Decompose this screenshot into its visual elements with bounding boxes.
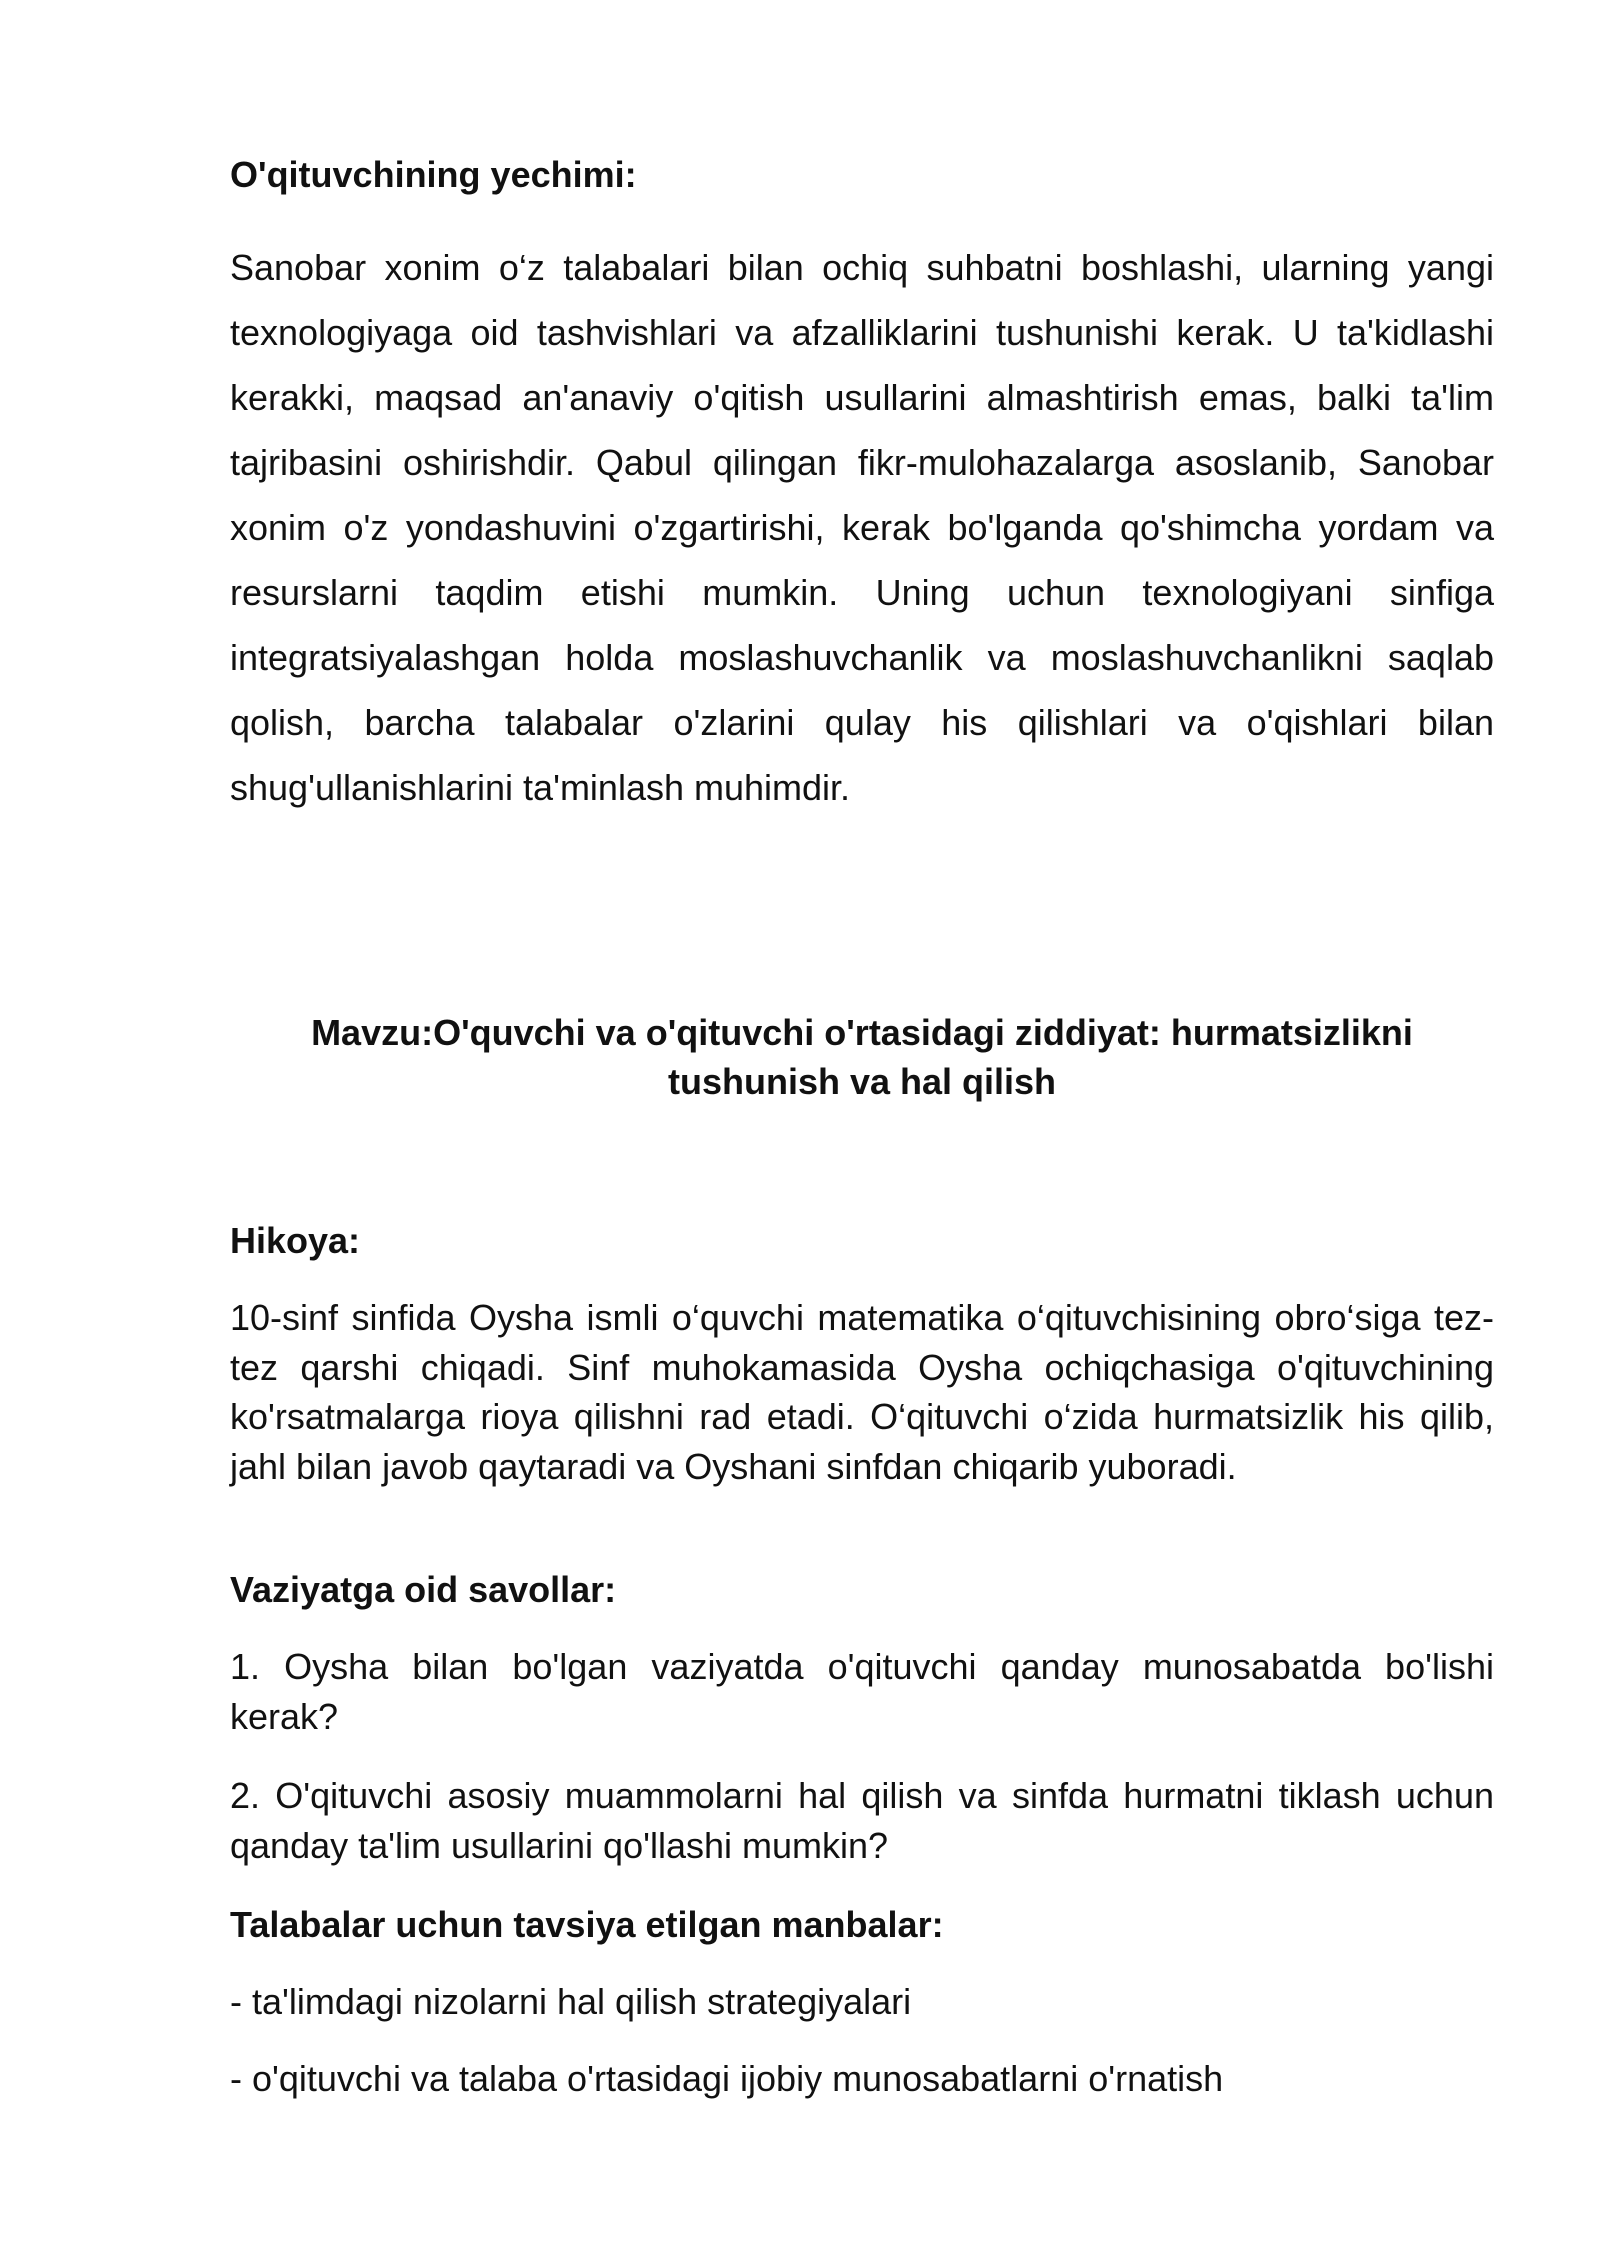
story-heading: Hikoya: bbox=[230, 1220, 361, 1261]
topic-title: Mavzu:O'quvchi va o'qituvchi o'rtasidagi ziddiyat: hurmatsizlikni tushunish va hal qilish bbox=[311, 1012, 1413, 1102]
solution-heading: O'qituvchining yechimi: bbox=[230, 154, 637, 195]
resource-item-1: - ta'limdagi nizolarni hal qilish strategiyalari bbox=[230, 1981, 912, 2022]
question-item-1: 1. Oysha bilan bo'lgan vaziyatda o'qituvchi qanday munosabatda bo'lishi kerak? bbox=[230, 1646, 1494, 1737]
question-item-2: 2. O'qituvchi asosiy muammolarni hal qilish va sinfda hurmatni tiklash uchun qanday ta'lim usullarini qo'llashi mumkin? bbox=[230, 1775, 1494, 1866]
solution-paragraph: Sanobar xonim o‘z talabalari bilan ochiq suhbatni boshlashi, ularning yangi texnologiyaga oid tashvishlari va afzalliklarini tushunishi kerak. U ta'kidlashi kerakki, maqsad an'anaviy o'qitish usullarini almashtirish emas, balki ta'lim tajribasini oshirishdir. Qabul qilingan fikr-mulohazalarga asoslanib, Sanobar xonim o'z yondashuvini o'zgartirishi, kerak bo'lganda qo'shimcha yordam va resurslarni taqdim etishi mumkin. Uning uchun texnologiyani sinfiga integratsiyalashgan holda moslashuvchanlik va moslashuvchanlikni saqlab qolish, barcha talabalar o'zlarini qulay his qilishlari va o'qishlari bilan shug'ullanishlarini ta'minlash muhimdir. bbox=[230, 247, 1494, 808]
story-paragraph: 10-sinf sinfida Oysha ismli o‘quvchi matematika o‘qituvchisining obro‘siga tez-tez qarshi chiqadi. Sinf muhokamasida Oysha ochiqchasiga o'qituvchining ko'rsatmalarga rioya qilishni rad etadi. O‘qituvchi o‘zida hurmatsizlik his qilib, jahl bilan javob qaytaradi va Oyshani sinfdan chiqarib yuboradi. bbox=[230, 1297, 1494, 1487]
questions-heading: Vaziyatga oid savollar: bbox=[230, 1569, 617, 1610]
resource-item-2: - o'qituvchi va talaba o'rtasidagi ijobiy munosabatlarni o'rnatish bbox=[230, 2058, 1224, 2099]
resources-heading: Talabalar uchun tavsiya etilgan manbalar: bbox=[230, 1904, 944, 1945]
